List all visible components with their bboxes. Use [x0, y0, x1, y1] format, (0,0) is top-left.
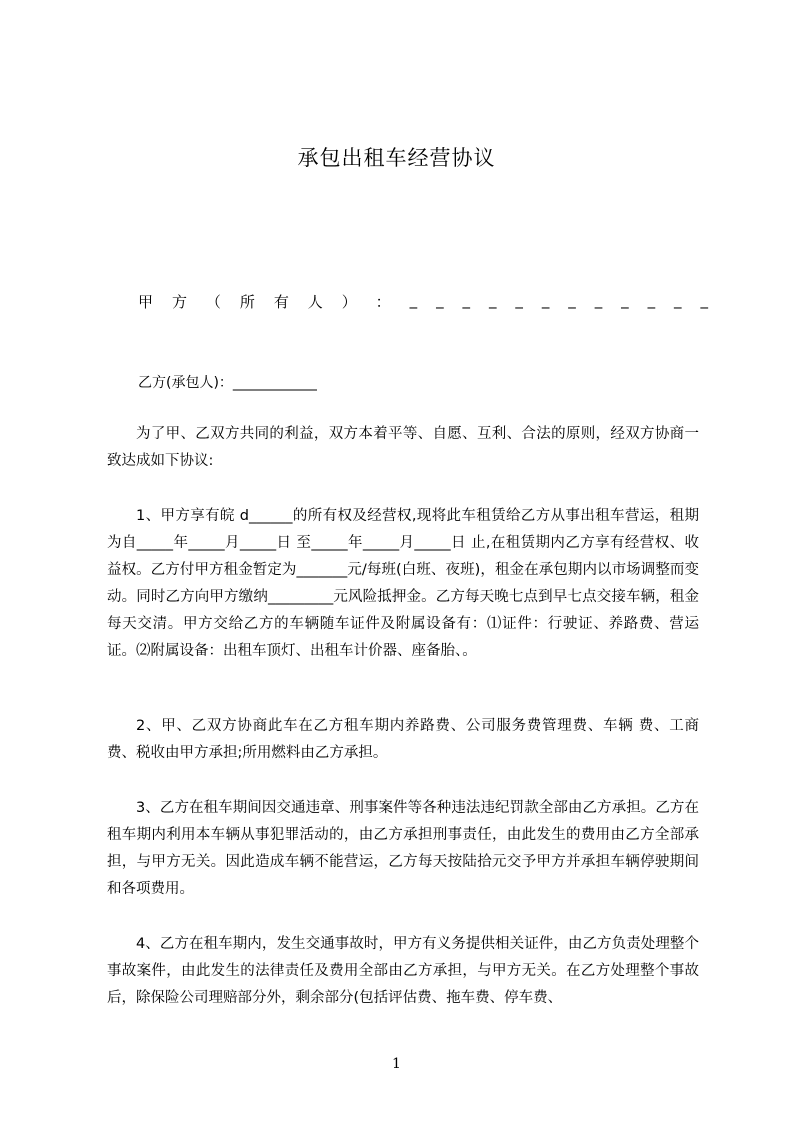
party-a-char: （: [205, 293, 221, 311]
clause-2-paragraph: 2、甲、乙双方协商此车在乙方租车期内养路费、公司服务费管理费、车辆 费、工商费、税收由甲方承担;所用燃料由乙方承担。: [107, 718, 699, 761]
party-a-blank: _: [568, 291, 576, 309]
party-a-blank: _: [462, 291, 470, 309]
party-a-char: ：: [375, 293, 391, 311]
party-a-blank: _: [409, 291, 418, 309]
party-a-blank: _: [700, 291, 708, 309]
party-a-blank: _: [621, 291, 629, 309]
party-a-blank: _: [647, 291, 656, 309]
clause-4-paragraph: 4、乙方在租车期内，发生交通事故时，甲方有义务提供相关证件，由乙方负责处理整个事故案件，由此发生的法律责任及费用全部由乙方承担，与甲方无关。在乙方处理整个事故后，除保险公司理赔部分外，剩余部分(包括评估费、拖车费、停车费、: [107, 936, 699, 1006]
party-a-blank: _: [594, 291, 603, 309]
party-a-char: 方: [171, 293, 187, 311]
intro-paragraph: 为了甲、乙双方共同的利益，双方本着平等、自愿、互利、合法的原则，经双方协商一致达成如下协议:: [107, 426, 699, 469]
party-a-blank: _: [436, 291, 444, 309]
party-a-char: 甲: [138, 293, 154, 311]
clause-1-paragraph: 1、甲方享有皖 d______的所有权及经营权,现将此车租赁给乙方从事出租车营运，租期为自_____年_____月_____日 至_____年_____月_____日 止,在租赁期内乙方享有经营权、收益权。乙方付甲方租金暂定为_______元/每班(白班、夜班)，租金在承包期内以市场调整而变动。同时乙方向甲方缴纳_________元风险抵押金。乙方每天晚七点到早七点交接车辆，租金每天交清。甲方交给乙方的车辆随车证件及附属设备有：⑴证件：行驶证、养路费、营运证。⑵附属设备：出租车顶灯、出租车计价器、座备胎、。: [107, 508, 699, 659]
page-number: 1: [392, 1056, 401, 1072]
party-b-line: 乙方(承包人)：____________: [138, 375, 317, 391]
party-a-char: 所: [239, 293, 255, 311]
party-a-line: [138, 291, 708, 312]
party-a-blank: _: [541, 291, 550, 309]
party-a-char: ）: [341, 293, 357, 311]
party-a-char: 有: [273, 293, 289, 311]
party-a-char: 人: [307, 293, 323, 311]
party-a-blank: _: [515, 291, 523, 309]
clause-3-paragraph: 3、乙方在租车期间因交通违章、刑事案件等各种违法违纪罚款全部由乙方承担。乙方在租车期内利用本车辆从事犯罪活动的，由乙方承担刑事责任，由此发生的费用由乙方全部承担，与甲方无关。因此造成车辆不能营运，乙方每天按陆拾元交予甲方并承担车辆停驶期间和各项费用。: [107, 800, 699, 897]
party-a-blank: _: [674, 291, 682, 309]
party-a-blank: _: [488, 291, 497, 309]
document-title: 承包出租车经营协议: [297, 146, 496, 170]
